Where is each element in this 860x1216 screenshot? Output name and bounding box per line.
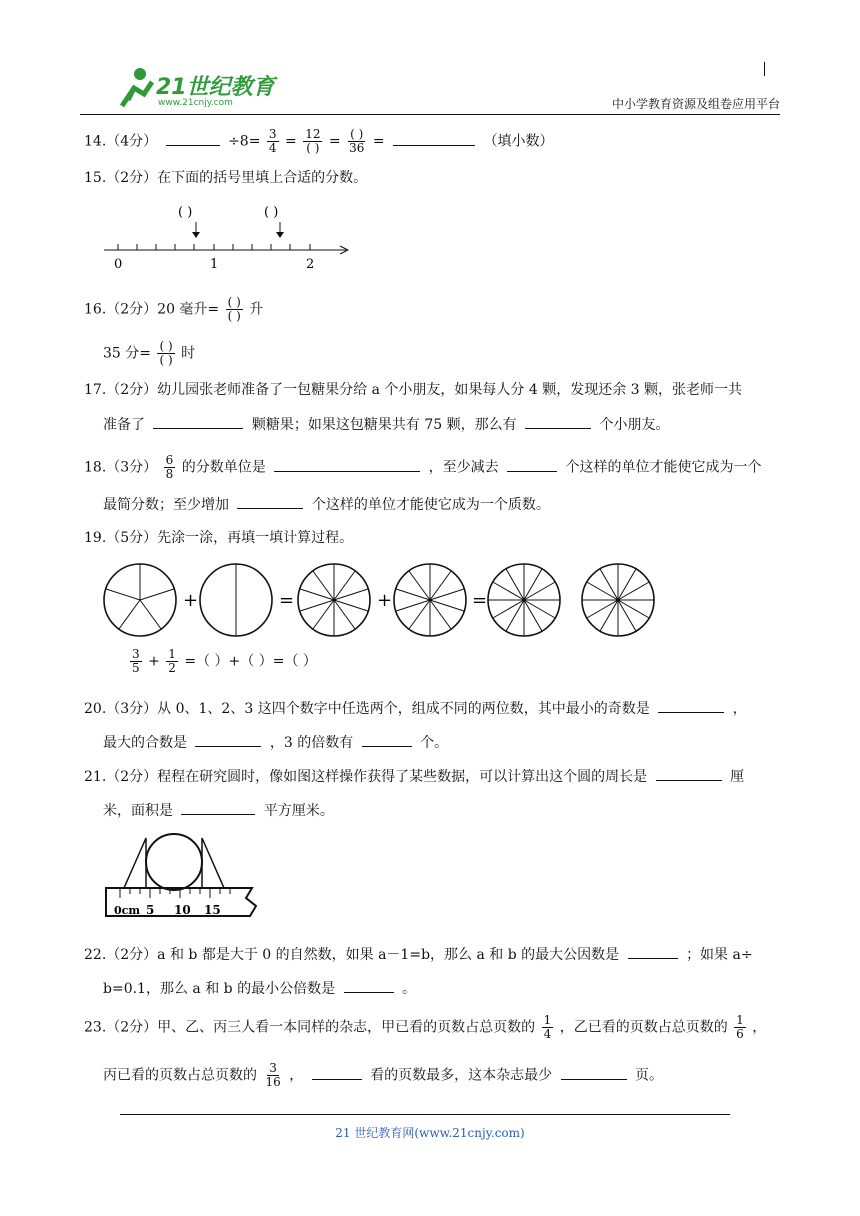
svg-text:10: 10 [174,903,191,917]
svg-text:0cm: 0cm [114,904,140,917]
question-21: 21.（2分）程程在研究圆时，像如图这样操作获得了某些数据，可以计算出这个圆的周长是 厘 [84,766,744,787]
fraction: $\frac{3}{5}$ [132,647,140,675]
fraction: $\frac{1}{4}$ [543,1013,552,1041]
operator-symbol: = [279,590,295,611]
answer-blank[interactable] [507,457,557,472]
answer-blank[interactable] [628,944,678,959]
question-17-line2: 准备了 颗糖果；如果这包糖果共有 75 颗，那么有 个小朋友。 [103,414,670,435]
question-20: 20.（3分）从 0、1、2、3 这四个数字中任选两个，组成不同的两位数，其中最小的奇数是 ， [84,698,747,719]
circle-division-line [106,589,140,600]
circle-division-line [300,589,334,600]
circle-division-line [409,571,430,600]
header-mark [764,62,765,76]
header-logo [108,66,278,114]
fraction: $\frac{( )}{36}$ [349,127,365,155]
fraction: $\frac{1}{6}$ [736,1013,744,1041]
question-17: 17.（2分）幼儿园张老师准备了一包糖果分给 a 个小朋友，如果每人分 4 颗，发现还余 3 颗，张老师一共 [84,382,743,398]
answer-blank[interactable] [393,131,475,146]
answer-blank[interactable] [195,732,261,747]
answer-blank[interactable] [561,1065,627,1080]
question-16: 16.（2分）20 毫升= $\frac{( )}{( )}$ 升 [84,295,264,323]
operator-symbol: = [472,590,488,611]
circle-division-line [430,600,451,629]
question-15: 15.（2分）在下面的括号里填上合适的分数。 [84,170,368,186]
answer-blank[interactable] [181,800,255,815]
svg-text:( ): ( ) [178,205,193,220]
fraction-blank[interactable]: $\frac{( )}{( )}$ [159,339,173,367]
svg-text:5: 5 [146,903,155,917]
answer-blank[interactable] [166,131,220,146]
circle-division-line [430,571,451,600]
circle-division-line [334,589,368,600]
fraction: $\frac{6}{8}$ [165,453,174,481]
answer-blank[interactable] [525,414,591,429]
circle-diagram [100,558,700,642]
fraction: $\frac{3}{16}$ [265,1061,281,1089]
circle-division-line [334,571,355,600]
circle-division-line [119,600,140,629]
question-23-line2: 丙已看的页数占总页数的 $\frac{3}{16}$ ， 看的页数最多，这本杂志最少 页。 [103,1061,663,1089]
header-rule [80,114,780,115]
question-20-line2: 最大的合数是 ，3 的倍数有 个。 [103,732,448,753]
fraction-blank[interactable]: $\frac{( )}{( )}$ [227,295,241,323]
circle-division-line [300,600,334,611]
question-18-line2: 最简分数；至少增加 个这样的单位才能使它成为一个质数。 [103,494,550,515]
question-16-line2: 35 分= $\frac{( )}{( )}$ 时 [103,339,196,367]
circle-division-line [430,600,464,611]
question-14: 14.（4分） ÷8= $\frac{3}{4}$ = $\frac{12}{( )}$ = $\frac{( )}{36}$ = （填小数） [84,127,554,155]
question-19-equation: $\frac{3}{5}$ + $\frac{1}{2}$ =（ ）+（ ）=（ ） [132,647,317,675]
question-21-line2: 米，面积是 平方厘米。 [103,800,334,821]
circle-division-line [140,600,161,629]
footer-rule [120,1114,730,1115]
footer-text: 21 世纪教育网(www.21cnjy.com) [335,1126,525,1140]
svg-text:15: 15 [204,903,221,917]
circle-division-line [334,600,368,611]
header-platform-text: 中小学教育资源及组卷应用平台 [611,97,780,111]
ruler-circle-diagram [104,830,264,922]
circle-division-line [313,571,334,600]
circle-division-line [396,589,430,600]
svg-text:1: 1 [210,257,219,272]
circle-division-line [313,600,334,629]
answer-blank[interactable] [274,457,420,472]
question-22-line2: b=0.1，那么 a 和 b 的最小公倍数是 。 [103,978,416,999]
question-22: 22.（2分）a 和 b 都是大于 0 的自然数，如果 a－1=b，那么 a 和 b 的最大公因数是 ；如果 a÷ [84,944,753,965]
circle-division-line [409,600,430,629]
question-19: 19.（5分）先涂一涂，再填一填计算过程。 [84,530,354,546]
circle-division-line [396,600,430,611]
operator-symbol: + [377,590,393,611]
answer-blank[interactable] [362,732,412,747]
fraction: $\frac{12}{( )}$ [305,127,321,155]
circle-division-line [430,589,464,600]
answer-blank[interactable] [656,766,722,781]
circle-division-line [140,589,174,600]
svg-text:0: 0 [114,257,123,272]
fraction: $\frac{1}{2}$ [168,647,176,675]
svg-text:2: 2 [306,257,315,272]
fraction: $\frac{3}{4}$ [268,127,277,155]
question-23: 23.（2分）甲、乙、丙三人看一本同样的杂志，甲已看的页数占总页数的 $\frac{1}{4}$ ，乙已看的页数占总页数的 $\frac{1}{6}$ ， [84,1013,767,1041]
answer-blank[interactable] [312,1065,362,1080]
circle-division-line [334,600,355,629]
logo-title: 21世纪教育 [156,75,275,100]
answer-blank[interactable] [344,978,394,993]
operator-symbol: + [183,590,199,611]
number-line [100,200,360,280]
logo-url: www.21cnjy.com [158,98,233,108]
answer-blank[interactable] [237,494,303,509]
answer-blank[interactable] [658,698,724,713]
question-18: 18.（3分） $\frac{6}{8}$ 的分数单位是 ，至少减去 个这样的单位才能使它成为一个 [84,453,762,481]
answer-blank[interactable] [153,414,243,429]
svg-text:( ): ( ) [264,205,279,220]
